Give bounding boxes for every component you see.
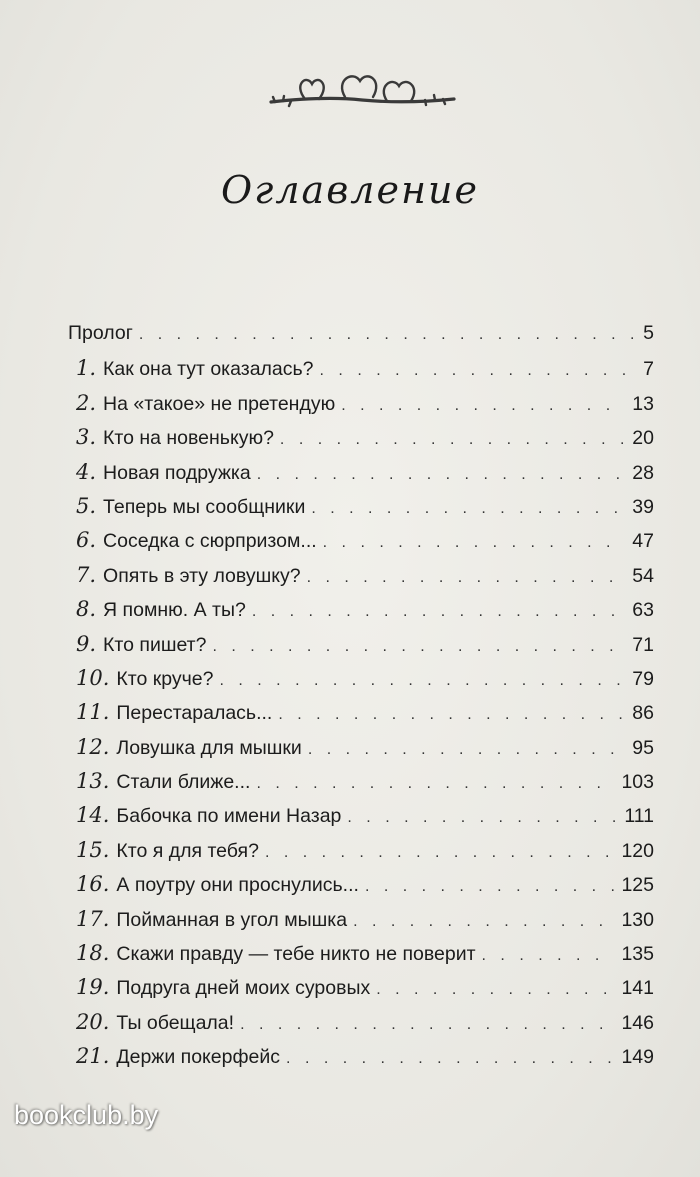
- chapter-number: 10.: [76, 665, 110, 690]
- page-number: 13: [632, 392, 654, 415]
- chapter-number: 4.: [76, 459, 97, 484]
- toc-entry[interactable]: [68, 597, 654, 631]
- page-number: 28: [632, 461, 654, 484]
- chapter-title: Теперь мы сообщники: [103, 495, 306, 518]
- chapter-title: А поутру они проснулись...: [116, 874, 359, 897]
- page-number: 5: [643, 322, 654, 344]
- toc-entry[interactable]: [68, 735, 654, 769]
- dot-leader: [311, 500, 626, 518]
- dot-leader: [257, 466, 627, 484]
- chapter-number: 13.: [76, 769, 110, 794]
- chapter-number: 14.: [76, 803, 110, 828]
- chapter-title: Как она тут оказалась?: [103, 358, 314, 381]
- toc-entry[interactable]: [68, 872, 654, 906]
- chapter-title: Перестаралась...: [116, 702, 273, 725]
- toc-entry[interactable]: [68, 907, 654, 941]
- toc-entry[interactable]: [68, 528, 654, 562]
- chapter-title: Я помню. А ты?: [103, 599, 246, 622]
- toc-entry[interactable]: [68, 632, 654, 666]
- watermark: bookclub.by: [14, 1100, 159, 1130]
- chapter-title: Новая подружка: [103, 461, 251, 484]
- chapter-number: 15.: [76, 837, 110, 862]
- dot-leader: [376, 981, 615, 999]
- chapter-title: Пойманная в угол мышка: [116, 908, 348, 931]
- dot-leader: [212, 638, 626, 656]
- chapter-title: Кто круче?: [116, 667, 214, 690]
- chapter-title: Кто я для тебя?: [116, 839, 259, 862]
- chapter-title: Ты обещала!: [116, 1011, 235, 1034]
- chapter-number: 2.: [76, 390, 97, 415]
- chapter-title: Стали ближе...: [116, 771, 251, 794]
- chapter-title: Соседка с сюрпризом...: [103, 530, 317, 553]
- dot-leader: [365, 878, 616, 896]
- toc-entry[interactable]: [68, 563, 654, 597]
- table-of-contents: [68, 322, 654, 1079]
- chapter-number: 17.: [76, 906, 110, 931]
- chapter-title: Ловушка для мышки: [116, 736, 302, 759]
- chapter-title: Пролог: [68, 322, 133, 344]
- page-number: 135: [621, 943, 654, 966]
- chapter-title: Бабочка по имени Назар: [116, 805, 342, 828]
- chapter-number: 1.: [76, 356, 97, 381]
- dot-leader: [323, 534, 627, 552]
- toc-entry[interactable]: [68, 1044, 654, 1078]
- chapter-number: 20.: [76, 1009, 110, 1034]
- dot-leader: [307, 569, 627, 587]
- chapter-title: Держи покерфейс: [116, 1046, 281, 1069]
- page-number: 141: [621, 977, 654, 1000]
- chapter-number: 3.: [76, 425, 97, 450]
- dot-leader: [286, 1050, 615, 1068]
- page-title: Оглавление: [220, 168, 479, 212]
- chapter-title: Подруга дней моих суровых: [116, 977, 371, 1000]
- dot-leader: [139, 326, 637, 344]
- page-number: 125: [621, 874, 654, 897]
- dot-leader: [278, 706, 626, 724]
- chapter-number: 21.: [76, 1044, 110, 1069]
- toc-entry[interactable]: [68, 460, 654, 494]
- page-number: 7: [643, 358, 654, 381]
- page-number: 54: [632, 564, 654, 587]
- chapter-number: 12.: [76, 734, 110, 759]
- page-number: 47: [632, 530, 654, 553]
- dot-leader: [308, 741, 626, 759]
- chapter-number: 7.: [76, 562, 97, 587]
- page-number: 111: [624, 805, 654, 828]
- dot-leader: [280, 431, 626, 449]
- toc-entry[interactable]: [68, 425, 654, 459]
- page-number: 146: [621, 1011, 654, 1034]
- page-number: 95: [632, 736, 654, 759]
- chapter-number: 9.: [76, 631, 97, 656]
- page-number: 86: [632, 702, 654, 725]
- dot-leader: [252, 603, 626, 621]
- dot-leader: [320, 362, 638, 380]
- toc-entry[interactable]: [68, 941, 654, 975]
- page-number: 63: [632, 599, 654, 622]
- toc-entry[interactable]: [68, 838, 654, 872]
- chapter-title: На «такое» не претендую: [103, 392, 336, 415]
- chapter-title: Скажи правду — тебе никто не поверит: [116, 943, 476, 966]
- toc-entry[interactable]: [68, 1010, 654, 1044]
- dot-leader: [341, 397, 626, 415]
- page-number: 130: [621, 908, 654, 931]
- chapter-number: 19.: [76, 975, 110, 1000]
- chapter-title: Кто на новенькую?: [103, 427, 274, 450]
- toc-entry[interactable]: [68, 700, 654, 734]
- page-number: 120: [621, 839, 654, 862]
- toc-entry[interactable]: [68, 803, 654, 837]
- page-number: 103: [621, 771, 654, 794]
- dot-leader: [265, 844, 616, 862]
- toc-entry[interactable]: [68, 666, 654, 700]
- dot-leader: [482, 947, 616, 965]
- toc-entry[interactable]: [68, 769, 654, 803]
- chapter-number: 16.: [76, 872, 110, 897]
- chapter-number: 5.: [76, 493, 97, 518]
- chapter-title: Опять в эту ловушку?: [103, 564, 301, 587]
- dot-leader: [220, 672, 627, 690]
- chapter-number: 6.: [76, 528, 97, 553]
- toc-entry[interactable]: [68, 975, 654, 1009]
- page-number: 71: [632, 633, 654, 656]
- chapter-title: Кто пишет?: [103, 633, 207, 656]
- page-number: 20: [632, 427, 654, 450]
- chapter-number: 8.: [76, 597, 97, 622]
- hearts-vine-ornament-icon: [265, 66, 460, 116]
- chapter-number: 18.: [76, 941, 110, 966]
- dot-leader: [353, 913, 615, 931]
- toc-entry[interactable]: [68, 391, 654, 425]
- page-number: 39: [632, 495, 654, 518]
- toc-entry[interactable]: [68, 494, 654, 528]
- dot-leader: [240, 1016, 615, 1034]
- page-number: 79: [632, 667, 654, 690]
- dot-leader: [347, 809, 618, 827]
- page-number: 149: [621, 1046, 654, 1069]
- toc-entry[interactable]: [68, 322, 654, 356]
- chapter-number: 11.: [76, 700, 110, 725]
- dot-leader: [256, 775, 615, 793]
- toc-entry[interactable]: [68, 356, 654, 390]
